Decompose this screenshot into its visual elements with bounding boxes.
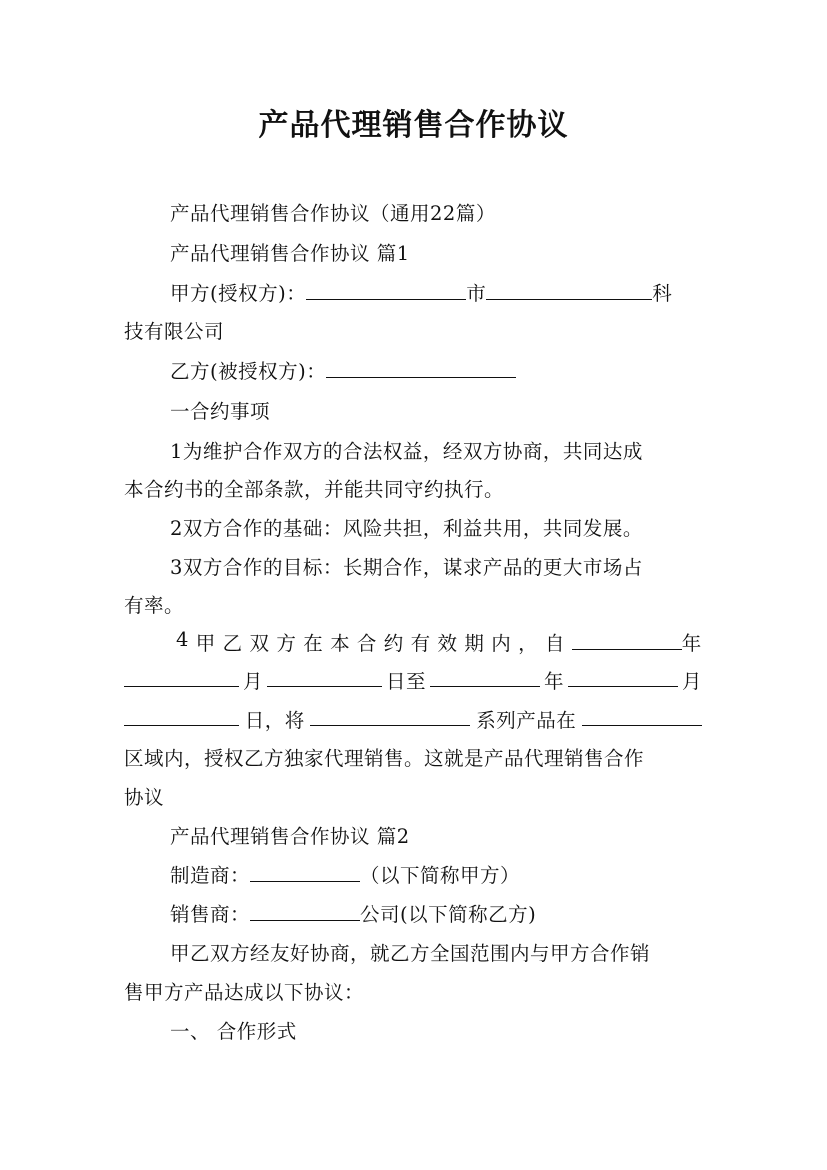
clause-4-char: 内 bbox=[491, 632, 512, 655]
seller-line bbox=[170, 899, 536, 927]
clause-4-char: 双 bbox=[249, 632, 270, 655]
section-1-heading: 一、 合作形式 bbox=[170, 1020, 297, 1043]
manufacturer-suffix: （以下简称甲方） bbox=[360, 864, 521, 887]
month-label: 月 bbox=[681, 670, 702, 693]
paragraph-line-2: 售甲方产品达成以下协议： bbox=[124, 981, 365, 1004]
clause-4-char: 合 bbox=[356, 632, 377, 655]
start-year-blank[interactable] bbox=[572, 629, 682, 650]
clause-4-char: 自 bbox=[544, 632, 565, 655]
party-a-end: 科 bbox=[652, 282, 673, 305]
clause-4-line-3 bbox=[124, 705, 702, 733]
clause-4-char: 乙 bbox=[222, 632, 243, 655]
clause-1-line-2: 本合约书的全部条款，并能共同守约执行。 bbox=[124, 478, 505, 501]
paragraph-line-1: 甲乙双方经友好协商，就乙方全国范围内与甲方合作销 bbox=[170, 942, 651, 965]
start-day-blank[interactable] bbox=[267, 666, 382, 687]
seller-suffix: 公司(以下简称乙方) bbox=[360, 903, 537, 926]
clause-2: 2双方合作的基础：风险共担，利益共用，共同发展。 bbox=[170, 517, 643, 540]
clause-4-line-1 bbox=[176, 628, 702, 656]
clause-4-char: 方 bbox=[276, 632, 297, 655]
manufacturer-line bbox=[170, 860, 520, 888]
clause-4-char: 甲 bbox=[195, 632, 216, 655]
seller-blank[interactable] bbox=[250, 900, 360, 921]
seller-label: 销售商： bbox=[170, 903, 251, 926]
clause-4-char: 有 bbox=[410, 632, 431, 655]
clause-3-line-1: 3双方合作的目标：长期合作，谋求产品的更大市场占 bbox=[170, 556, 643, 579]
year-label: 年 bbox=[681, 632, 702, 655]
party-a-company-blank[interactable] bbox=[486, 279, 652, 300]
end-month-blank[interactable] bbox=[568, 666, 678, 687]
clause-4-char: 效 bbox=[437, 632, 458, 655]
party-a-line bbox=[170, 278, 672, 306]
article-2-heading: 产品代理销售合作协议 篇2 bbox=[170, 825, 410, 848]
month-label: 月 bbox=[242, 670, 263, 693]
manufacturer-label: 制造商： bbox=[170, 864, 251, 887]
section-heading: 一合约事项 bbox=[170, 400, 271, 423]
party-a-label: 甲方(授权方)： bbox=[170, 282, 307, 305]
clause-4-char: 期 bbox=[464, 632, 485, 655]
clause-1-line-1: 1为维护合作双方的合法权益，经双方协商，共同达成 bbox=[170, 440, 643, 463]
clause-4-char: 本 bbox=[330, 632, 351, 655]
series-label: 系列产品在 bbox=[476, 709, 577, 732]
product-series-blank[interactable] bbox=[310, 705, 470, 726]
party-a-city-label: 市 bbox=[466, 282, 487, 305]
clause-3-line-2: 有率。 bbox=[124, 594, 185, 617]
start-month-blank[interactable] bbox=[124, 666, 239, 687]
clause-4-char: 约 bbox=[383, 632, 404, 655]
end-year-blank[interactable] bbox=[430, 666, 540, 687]
party-b-label: 乙方(被授权方)： bbox=[170, 360, 327, 383]
clause-4-line-5: 协议 bbox=[124, 786, 165, 809]
end-day-blank[interactable] bbox=[124, 705, 239, 726]
clause-4-char: 4 bbox=[176, 628, 189, 651]
day-label: 日，将 bbox=[244, 709, 305, 732]
document-title: 产品代理销售合作协议 bbox=[258, 108, 569, 143]
clause-4-line-4: 区域内，授权乙方独家代理销售。这就是产品代理销售合作 bbox=[124, 747, 645, 770]
manufacturer-blank[interactable] bbox=[250, 861, 360, 882]
party-a-line-cont: 技有限公司 bbox=[124, 320, 225, 343]
party-b-blank[interactable] bbox=[326, 357, 516, 378]
clause-4-line-2 bbox=[124, 666, 702, 694]
region-blank[interactable] bbox=[582, 705, 702, 726]
collection-title: 产品代理销售合作协议（通用22篇） bbox=[170, 202, 496, 225]
party-a-city-blank[interactable] bbox=[306, 279, 466, 300]
party-b-line bbox=[170, 356, 516, 384]
day-to-label: 日至 bbox=[385, 670, 426, 693]
article-1-heading: 产品代理销售合作协议 篇1 bbox=[170, 242, 410, 265]
clause-4-char: 在 bbox=[303, 632, 324, 655]
year-label: 年 bbox=[543, 670, 564, 693]
clause-4-char: ， bbox=[518, 632, 539, 655]
